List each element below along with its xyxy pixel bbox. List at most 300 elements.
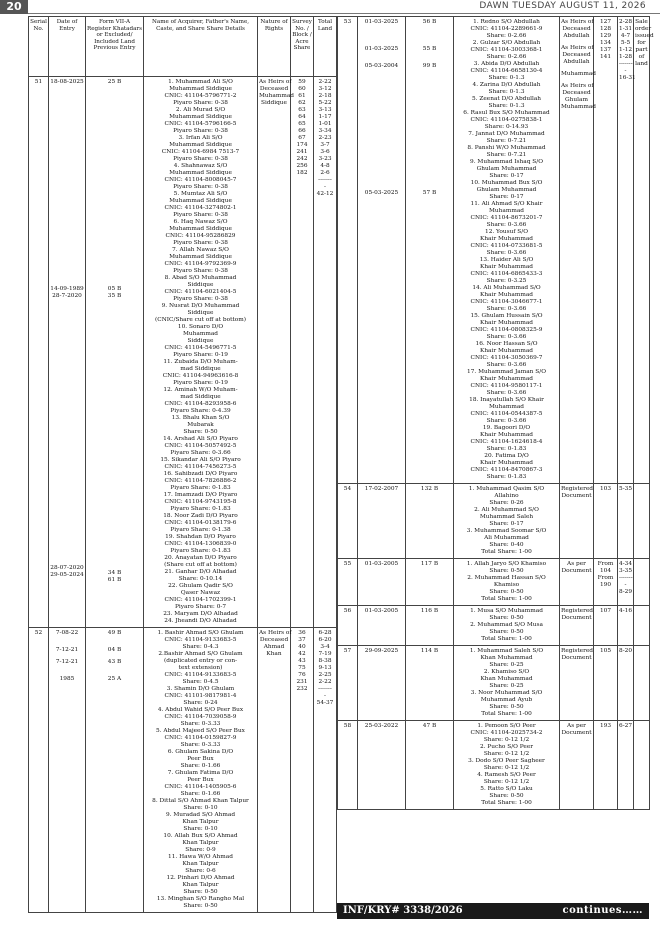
acquirer-details-line: Share: 0-7.21 — [486, 138, 527, 144]
serial-number: 55 — [338, 559, 358, 606]
remarks — [634, 606, 650, 646]
remarks — [634, 17, 654, 484]
acquirer-details-line: CNIC: 41104-6865433-3 — [470, 271, 543, 277]
total-land-line: 3-4 — [320, 644, 330, 650]
acquirer-details-line: Share: 0-1.66 — [180, 763, 221, 769]
remarks — [634, 721, 650, 810]
previous-entries-line: 55 B — [422, 46, 437, 52]
acquirer-details-line: CNIC: 41104-0138179-6 — [164, 520, 237, 526]
header-form: Form VII-A Register Khatadars or Excluded/ Included Land Previous Entry — [86, 17, 144, 77]
survey-numbers-line: 76 — [298, 672, 306, 678]
right-register-table — [337, 16, 654, 810]
left-register-body — [29, 77, 337, 913]
acquirer-details-line: mad Siddique — [180, 394, 221, 400]
acquirer-details-line: CNIC: 41104-8673201-7 — [470, 215, 543, 221]
survey-numbers-line: 105 — [599, 648, 612, 654]
acquirer-details — [454, 721, 560, 810]
remarks-line: part — [635, 47, 648, 53]
total-land — [314, 628, 337, 913]
acquirer-details-line: Share: 0-2.66 — [486, 54, 527, 60]
survey-numbers-line: 63 — [298, 107, 306, 113]
acquirer-details-line: Share: 0-17 — [489, 173, 524, 179]
acquirer-details-line: 18. Noor Zadi D/O Piyaro — [163, 513, 238, 519]
entry-dates-line: 28-07-2020 — [50, 565, 84, 571]
survey-numbers-line: 190 — [599, 582, 612, 588]
acquirer-details-line: Share: 0-1.83 — [486, 474, 527, 480]
acquirer-details-line: Share: 0-50 — [183, 429, 218, 435]
acquirer-details-line: Ghulam Muhammad — [476, 187, 537, 193]
acquirer-details-line: Khan Talpur — [182, 819, 219, 825]
previous-entries — [406, 559, 454, 606]
total-land-line: - — [624, 582, 627, 588]
right-register-body — [338, 17, 654, 810]
total-land-line: 8-38 — [318, 658, 332, 664]
register-row — [338, 484, 650, 559]
acquirer-details-line: Share: 0-7.21 — [486, 152, 527, 158]
acquirer-details-line: 11. Hawa W/O Ahmad — [168, 854, 233, 860]
acquirer-details-line: Khair Muhammad — [479, 320, 533, 326]
serial-number: 52 — [29, 628, 49, 913]
acquirer-details-line: Share: 0-12 1/2 — [483, 737, 530, 743]
acquirer-details-line: Share: 0-1.83 — [486, 446, 527, 452]
acquirer-details-line: Share: 0-50 — [489, 793, 524, 799]
entry-dates-line: 14-09-1989 — [50, 286, 84, 292]
acquirer-details-line: 2. Khamiso S/O — [483, 669, 530, 675]
acquirer-details-line: Piyaro Share: 0-19 — [173, 352, 228, 358]
acquirer-details-line: 15. Ghulam Hussain S/O — [470, 313, 543, 319]
acquirer-details-line: 14. Arshad Ali S/O Piyaro — [163, 436, 238, 442]
acquirer-details-line: 3. Muhammad Soomar S/O — [466, 528, 547, 534]
acquirer-details-line: Khan Talpur — [182, 882, 219, 888]
survey-numbers-line: 129 — [599, 33, 612, 39]
acquirer-details-line: CNIC: 41104-1702399-1 — [164, 597, 237, 603]
total-land-line: 3-7 — [320, 142, 330, 148]
acquirer-details-line: 17. Imamzadi D/O Piyaro — [163, 492, 238, 498]
entry-dates — [358, 17, 406, 484]
acquirer-details-line: Share: 0-10 — [183, 805, 218, 811]
nature-of-rights — [560, 606, 594, 646]
acquirer-details-line: CNIC: 41104-1624618-4 — [470, 439, 543, 445]
acquirer-details-line: Muhammad Saleh — [479, 514, 534, 520]
acquirer-details-line: Piyaro Share: 0-1.83 — [170, 485, 231, 491]
entry-dates-line: 25-03-2022 — [364, 723, 399, 729]
acquirer-details-line: Khair Muhammad — [479, 432, 533, 438]
acquirer-details-line: 1. Allah Jaryo S/O Khamiso — [466, 561, 547, 567]
acquirer-details-line: 6. Ghulam Sakina D/O — [167, 749, 234, 755]
acquirer-details-line: Muhammad — [488, 404, 525, 410]
acquirer-details-line: 2. Ali Murad S/O — [175, 107, 226, 113]
remarks-line: issued — [635, 33, 654, 39]
previous-entries-line: 04 B — [107, 647, 122, 653]
survey-numbers-line: 256 — [296, 163, 308, 169]
acquirer-details-line: CNIC: 41104-8293958-6 — [164, 401, 237, 407]
acquirer-details-line: 5. Abdul Majeed S/O Peer Bux — [156, 728, 245, 734]
total-land-line: 3-34 — [318, 128, 332, 134]
total-land-line: 5-22 — [318, 100, 332, 106]
acquirer-details-line: 16. Sahibzadi D/O Piyaro — [163, 471, 238, 477]
header-rights: Nature of Rights — [258, 17, 291, 77]
previous-entries-line: 43 B — [107, 659, 122, 665]
acquirer-details-line: 13. Haider Ali S/O — [479, 257, 534, 263]
nature-of-rights — [258, 628, 291, 913]
acquirer-details-line: Share: 0-24 — [183, 700, 218, 706]
acquirer-details-line: 3. Shamin D/O Ghulam — [166, 686, 235, 692]
acquirer-details-line: Siddique — [187, 310, 214, 316]
acquirer-details-line: CNIC: 41104-3050369-7 — [470, 355, 543, 361]
acquirer-details-line: text extension) — [178, 665, 223, 671]
acquirer-details-line: Muhammad — [182, 331, 219, 337]
acquirer-details-line: CNIC: 41104-8008045-7 — [164, 177, 237, 183]
entry-dates — [358, 606, 406, 646]
survey-numbers — [594, 484, 618, 559]
acquirer-details-line: 7. Ghulam Fatima D/O — [167, 770, 234, 776]
acquirer-details-line: 7. Allah Nawaz S/O — [172, 247, 229, 253]
acquirer-details-line: Piyaro Share: 0-4.39 — [170, 408, 231, 414]
acquirer-details-line: 12. Aminah W/O Muham- — [163, 387, 238, 393]
nature-of-rights-line: Deceased — [562, 26, 591, 32]
survey-numbers-line: 66 — [298, 128, 306, 134]
acquirer-details-line: CNIC: 41104-5796771-2 — [164, 93, 237, 99]
register-row — [338, 646, 650, 721]
entry-dates-line: 01-03-2025 — [364, 46, 399, 52]
entry-dates-line: 7-08-22 — [55, 630, 79, 636]
survey-numbers-line: From — [597, 575, 614, 581]
nature-of-rights-line: Ahmad — [263, 644, 285, 650]
acquirer-details-line: Share: 0-1.3 — [488, 75, 525, 81]
serial-number: 58 — [338, 721, 358, 810]
acquirer-details-line: 2. Muhammad Hassan S/O — [467, 575, 546, 581]
total-land-line: ------- — [619, 575, 633, 581]
survey-numbers-line: 67 — [298, 135, 306, 141]
entry-dates-line: 05-03-2004 — [364, 63, 399, 69]
total-land-line: - — [624, 68, 627, 74]
acquirer-details-line: Khan Muhammad — [480, 676, 533, 682]
survey-numbers-line: 241 — [296, 149, 308, 155]
survey-numbers-line: 174 — [296, 142, 308, 148]
total-land-line: 6-27 — [619, 723, 633, 729]
acquirer-details-line: Share: 0-9 — [185, 847, 216, 853]
newspaper-title: DAWN TUESDAY AUGUST 11, 2026 — [479, 1, 646, 11]
acquirer-details-line: 1. Muhammad Ali S/O — [168, 79, 233, 85]
previous-entries-line: 05 B — [107, 286, 122, 292]
total-land-line: 2-22 — [318, 79, 332, 85]
entry-dates-line: 17-02-2007 — [364, 486, 399, 492]
survey-numbers-line: 232 — [296, 686, 308, 692]
survey-numbers-line: 36 — [298, 630, 306, 636]
acquirer-details-line: Mubarak — [187, 422, 214, 428]
total-land — [618, 484, 634, 559]
acquirer-details-line: Peer Bux — [187, 756, 214, 762]
total-land-line: 16-31 — [619, 75, 636, 81]
survey-numbers-line: 42 — [298, 651, 306, 657]
survey-numbers-line: 107 — [599, 608, 612, 614]
acquirer-details-line: 2. Pucho S/O Peer — [479, 744, 534, 750]
page-number: 20 — [0, 0, 28, 14]
survey-numbers-line: 104 — [599, 568, 612, 574]
acquirer-details-line: 9. Muradad S/O Ahmad — [165, 812, 236, 818]
acquirer-details-line: Muhammad Siddique — [169, 114, 232, 120]
total-land-line: 2-22 — [318, 679, 332, 685]
previous-entries-line: 99 B — [422, 63, 437, 69]
previous-entries-line: 61 B — [107, 577, 122, 583]
survey-numbers-line: 193 — [599, 723, 612, 729]
acquirer-details-line: CNIC: 41104-0275838-1 — [470, 117, 543, 123]
nature-of-rights — [560, 484, 594, 559]
acquirer-details-line: Ghulam Muhammad — [476, 166, 537, 172]
acquirer-details-line: 2. Muhammad S/O Musa — [470, 622, 543, 628]
acquirer-details-line: Share: 0-2.66 — [486, 33, 527, 39]
acquirer-details-line: 10. Muhammad Bux S/O — [470, 180, 543, 186]
remarks-line: for — [637, 40, 646, 46]
acquirer-details-line: 16. Noor Hassan S/O — [475, 341, 538, 347]
total-land — [618, 606, 634, 646]
acquirer-details-line: (Share cut off at bottom) — [164, 562, 237, 568]
previous-entries-line: 25 B — [107, 79, 122, 85]
acquirer-details — [454, 606, 560, 646]
acquirer-details — [454, 17, 560, 484]
nature-of-rights-line: As Heirs of — [561, 45, 594, 51]
survey-numbers-line: 141 — [599, 54, 612, 60]
acquirer-details-line: Total Share: 1-00 — [481, 711, 532, 717]
acquirer-details-line: CNIC: 41104-9133683-5 — [164, 637, 237, 643]
entry-dates-line: 7-12-21 — [55, 659, 79, 665]
acquirer-details-line: 3. Noor Muhammad S/O — [470, 690, 543, 696]
nature-of-rights-line: Registered — [561, 608, 594, 614]
entry-dates-line: 01-03-2025 — [364, 19, 399, 25]
acquirer-details-line: CNIC: 41104-0808325-9 — [470, 327, 543, 333]
acquirer-details-line: 1. Redno S/O Abdullah — [473, 19, 540, 25]
acquirer-details-line: Muhammad Siddique — [169, 170, 232, 176]
survey-numbers-line: 62 — [298, 100, 306, 106]
acquirer-details-line: 10. Sonaro D/O — [177, 324, 224, 330]
previous-entries — [406, 646, 454, 721]
previous-entries — [406, 721, 454, 810]
header-survey: Survey No. / Block / Acre Share — [291, 17, 314, 77]
total-land-line: 6-20 — [318, 637, 332, 643]
acquirer-details-line: Piyaro Share: 0-1.38 — [170, 527, 231, 533]
nature-of-rights — [560, 559, 594, 606]
entry-dates — [358, 646, 406, 721]
entry-dates-line: 1985 — [59, 676, 75, 682]
total-land-line: 4-8 — [320, 163, 330, 169]
acquirer-details-line: Khair Muhammad — [479, 376, 533, 382]
acquirer-details-line: Share: 0-3.66 — [486, 362, 527, 368]
acquirer-details-line: CNIC: 41104-1306839-0 — [164, 541, 237, 547]
acquirer-details-line: CNIC: 41104-7826886-2 — [164, 478, 237, 484]
survey-numbers-line: 37 — [298, 637, 306, 643]
remarks — [634, 646, 650, 721]
entry-dates — [358, 721, 406, 810]
acquirer-details — [454, 484, 560, 559]
nature-of-rights-line: Deceased — [562, 52, 591, 58]
entry-dates-line: 7-12-21 — [55, 647, 79, 653]
acquirer-details-line: CNIC: 41104-9133683-5 — [164, 672, 237, 678]
acquirer-details-line: 21. Ganhar D/O Alhadad — [164, 569, 237, 575]
acquirer-details-line: 18. Inayatullah S/O Khair — [469, 397, 544, 403]
acquirer-details-line: Khair Muhammad — [479, 292, 533, 298]
total-land-line: 6-28 — [318, 630, 332, 636]
acquirer-details-line: Piyaro Share: 0-38 — [173, 184, 228, 190]
nature-of-rights — [560, 646, 594, 721]
total-land-line: 3-6 — [320, 149, 330, 155]
entry-dates-line: 18-08-2025 — [50, 79, 84, 85]
nature-of-rights-line: Siddique — [261, 100, 287, 106]
survey-numbers-line: 61 — [298, 93, 306, 99]
entry-dates — [49, 628, 86, 913]
entry-dates — [49, 77, 86, 628]
serial-number: 53 — [338, 17, 358, 484]
acquirer-details-line: Khair Muhammad — [479, 460, 533, 466]
nature-of-rights-line: Deceased — [259, 86, 289, 92]
acquirer-details-line: CNIC: 41104-0159827-9 — [164, 735, 237, 741]
nature-of-rights — [258, 77, 295, 628]
acquirer-details-line: Share: 0-40 — [489, 542, 524, 548]
acquirer-details-line: CNIC: 41104-5496771-5 — [164, 345, 237, 351]
acquirer-details-line: Piyaro Share: 0-38 — [173, 100, 228, 106]
acquirer-details-line: Share: 0-50 — [489, 629, 524, 635]
acquirer-details-line: 22. Ghulam Qadir S/O — [168, 583, 233, 589]
acquirer-details-line: CNIC: 41104-3003368-1 — [470, 47, 543, 53]
nature-of-rights-line: Deceased — [259, 637, 289, 643]
acquirer-details-line: Share: 0-50 — [183, 889, 218, 895]
acquirer-details-line: Piyaro Share: 0-1.83 — [170, 548, 231, 554]
acquirer-details-line: Share: 0-3.66 — [486, 306, 527, 312]
continues-label: continues…… — [562, 905, 643, 916]
survey-numbers — [594, 646, 618, 721]
acquirer-details-line: Share: 0-12 1/2 — [483, 765, 530, 771]
total-land-line: 4-34 — [619, 561, 633, 567]
acquirer-details-line: 9. Muhammad Ishaq S/O — [470, 159, 543, 165]
survey-numbers-line: From — [597, 561, 614, 567]
acquirer-details-line: Khan Talpur — [182, 840, 219, 846]
total-land-line: 3-23 — [318, 156, 332, 162]
acquirer-details-line: 6. Haq Nawaz S/O — [173, 219, 228, 225]
remarks — [634, 484, 650, 559]
acquirer-details-line: Ali Muhammad — [484, 535, 529, 541]
acquirer-details — [144, 628, 258, 913]
serial-number: 54 — [338, 484, 358, 559]
acquirer-details-line: Piyaro Share: 0-38 — [173, 156, 228, 162]
acquirer-details-line: CNIC: 41104-9743195-8 — [164, 499, 237, 505]
previous-entries-line: 49 B — [107, 630, 122, 636]
acquirer-details-line: 4. Ramesh S/O Peer — [477, 772, 536, 778]
acquirer-details-line: Share: 0-17 — [489, 521, 524, 527]
acquirer-details-line: CNIC: 41104-6658130-4 — [470, 68, 543, 74]
total-land-line: 42-12 — [316, 191, 334, 197]
acquirer-details-line: 24. Jheandi D/O Alhadad — [164, 618, 237, 624]
acquirer-details-line: 1. Pemoon S/O Peer — [477, 723, 536, 729]
total-land-line: 3-13 — [318, 107, 332, 113]
acquirer-details-line: Share: 0-26 — [489, 500, 524, 506]
acquirer-details-line: Total Share: 1-00 — [481, 596, 532, 602]
acquirer-details-line: 8. Abad S/O Muhammad — [164, 275, 237, 281]
acquirer-details-line: 4. Shahnawaz S/O — [173, 163, 228, 169]
entry-dates-line: 01-03-2005 — [364, 561, 399, 567]
total-land-line: 54-37 — [316, 700, 334, 706]
acquirer-details-line: 15. Sikandar Ali S/O Piyaro — [160, 457, 241, 463]
survey-numbers-line: 137 — [599, 47, 612, 53]
acquirer-details-line: CNIC: 41104-0544387-5 — [470, 411, 543, 417]
acquirer-details-line: Qaser Nawaz — [180, 590, 221, 596]
entry-dates-line: 28-7-2020 — [52, 293, 82, 299]
total-land — [618, 646, 634, 721]
acquirer-details-line: CNIC: 41104-6984 7513-7 — [161, 149, 240, 155]
acquirer-details-line: Muhammad Siddique — [169, 254, 232, 260]
acquirer-details-line: 19. Shahdan D/O Piyaro — [165, 534, 236, 540]
acquirer-details-line: CNIC: 41104-7456273-5 — [164, 464, 237, 470]
masthead — [0, 0, 660, 14]
acquirer-details-line: Total Share: 1-00 — [481, 800, 532, 806]
acquirer-details-line: 6. Rasul Bux S/O Muhammad — [463, 110, 550, 116]
acquirer-details-line: 10. Allah Bux S/O Ahmad — [163, 833, 238, 839]
acquirer-details-line: 8. Dittal S/O Ahmad Khan Talpur — [152, 798, 249, 804]
nature-of-rights-line: Registered — [561, 648, 594, 654]
total-land-line: 4-16 — [619, 608, 633, 614]
previous-entries — [406, 17, 454, 484]
acquirer-details-line: Piyaro Share: 0-38 — [173, 268, 228, 274]
survey-numbers-line: 43 — [298, 658, 306, 664]
acquirer-details-line: Khan Talpur — [182, 861, 219, 867]
acquirer-details-line: 3. Abida D/O Abdullah — [473, 61, 540, 67]
total-land-line: 2-28 — [619, 19, 633, 25]
acquirer-details — [454, 646, 560, 721]
acquirer-details-line: Share: 0-1.3 — [488, 103, 525, 109]
acquirer-details-line: CNIC: 41104-7039058-9 — [164, 714, 237, 720]
acquirer-details-line: CNIC: 41104-94963616-8 — [162, 373, 239, 379]
acquirer-details — [144, 77, 258, 628]
entry-dates-line: 05-03-2025 — [364, 190, 399, 196]
survey-numbers-line: 60 — [298, 86, 306, 92]
nature-of-rights-line: As Heirs of — [561, 83, 594, 89]
acquirer-details-line: Share: 0-50 — [489, 704, 524, 710]
total-land-line: 7-19 — [318, 651, 332, 657]
acquirer-details-line: CNIC: 41104-0733681-5 — [470, 243, 543, 249]
ad-footer — [337, 903, 649, 919]
total-land-line: - — [324, 184, 326, 190]
total-land-line: 2-6 — [320, 170, 330, 176]
survey-numbers-line: 103 — [599, 486, 612, 492]
acquirer-details-line: Piyaro Share: 0-38 — [173, 212, 228, 218]
acquirer-details-line: Share: 0-3.66 — [486, 390, 527, 396]
acquirer-details-line: Share: 0-17 — [489, 194, 524, 200]
acquirer-details-line: Share: 0-50 — [183, 903, 218, 909]
acquirer-details-line: (CNIC/Share cut off at bottom) — [155, 317, 246, 323]
acquirer-details-line: 4. Abdul Wahid S/O Peer Bux — [157, 707, 244, 713]
previous-entries — [406, 606, 454, 646]
previous-entries — [86, 77, 144, 628]
acquirer-details-line: Share: 0-1.66 — [180, 791, 221, 797]
nature-of-rights-line: Muhammad — [561, 71, 597, 77]
previous-entries — [86, 628, 144, 913]
survey-numbers-line: 40 — [298, 644, 306, 650]
acquirer-details-line: 13. Minghan S/O Rangho Mal — [156, 896, 245, 902]
acquirer-details-line: Share: 0-10 — [183, 826, 218, 832]
acquirer-details-line: Piyaro Share: 0-19 — [173, 380, 228, 386]
register-row — [29, 77, 337, 628]
acquirer-details-line: CNIC: 41104-3274802-1 — [164, 205, 237, 211]
acquirer-details-line: 4. Zarina D/O Abdullah — [472, 82, 541, 88]
acquirer-details-line: 7. Jannat D/O Muhammad — [468, 131, 545, 137]
acquirer-details-line: 2.Bashir Ahmad S/O Ghulam — [158, 651, 243, 657]
acquirer-details-line: CNIC: 41104-95286829 — [165, 233, 236, 239]
acquirer-details-line: Share: 0-25 — [489, 662, 524, 668]
left-header-row — [29, 17, 337, 77]
header-acquirer: Name of Acquirer, Father's Name, Caste, and Share Share Details — [144, 17, 258, 77]
acquirer-details-line: Khair Muhammad — [479, 236, 533, 242]
previous-entries-line: 116 B — [420, 608, 439, 614]
acquirer-details-line: Share: 0-10.14 — [178, 576, 223, 582]
acquirer-details-line: 14. Ali Muhammad S/O — [472, 285, 541, 291]
